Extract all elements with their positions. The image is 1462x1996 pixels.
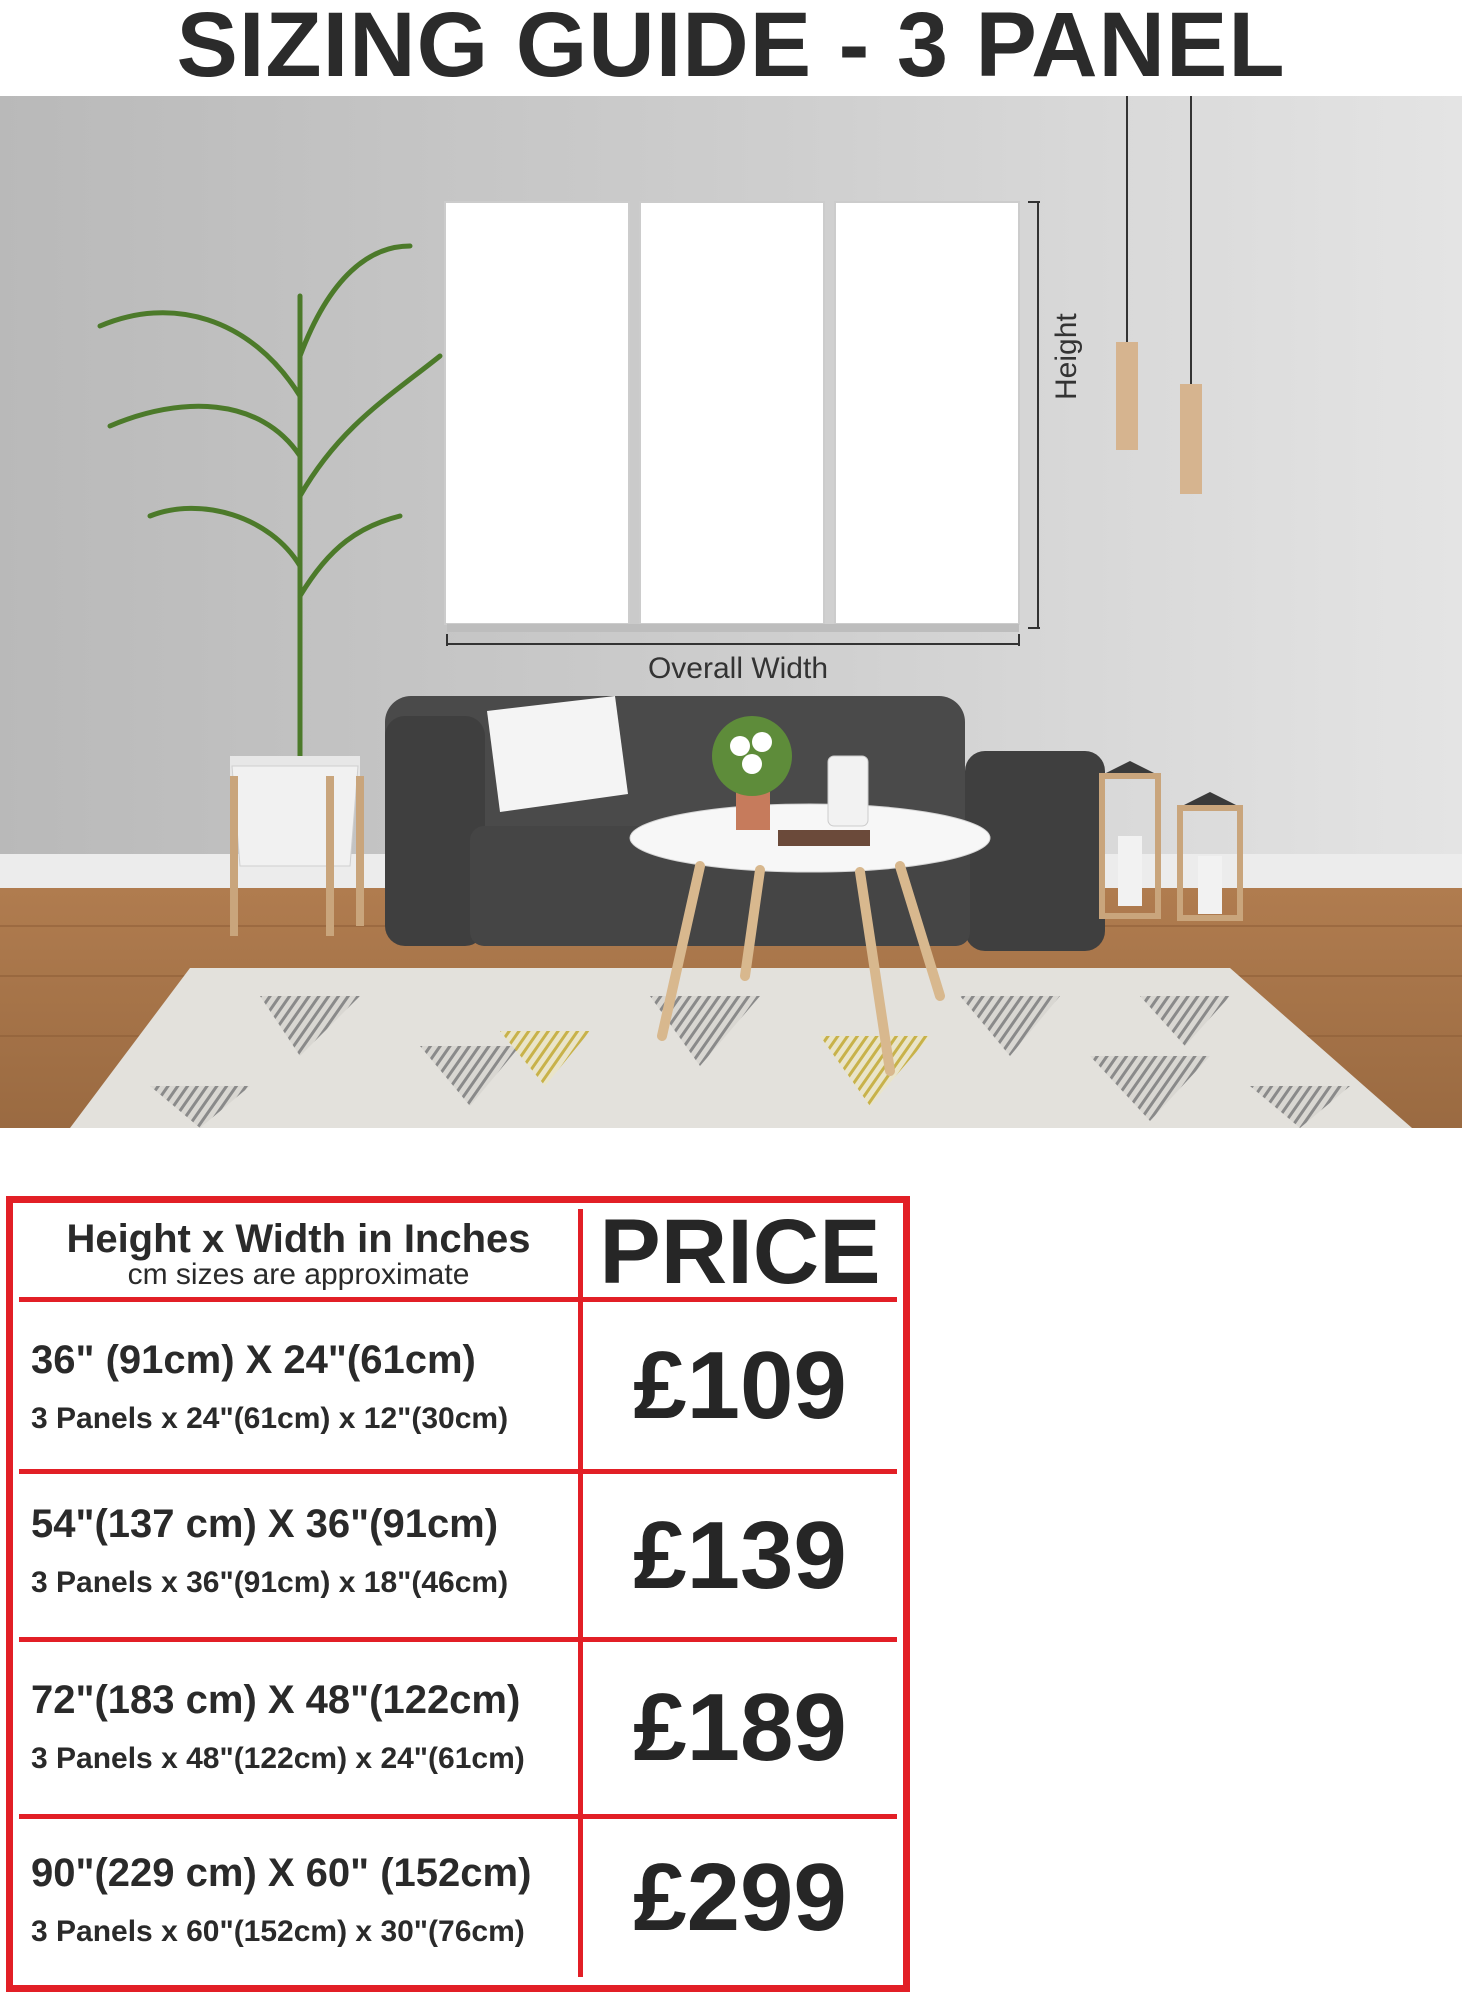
rug <box>70 968 1412 1128</box>
panel-right <box>835 202 1019 624</box>
table-row <box>19 1302 897 1474</box>
price-value: £299 <box>633 1844 847 1951</box>
price-value: £189 <box>633 1674 847 1781</box>
table-row <box>19 1474 897 1642</box>
panel-left <box>445 202 629 624</box>
table-header-row <box>19 1201 897 1303</box>
size-dimensions: 54"(137 cm) X 36"(91cm) <box>31 1502 499 1546</box>
price-column-header: PRICE <box>599 1201 881 1303</box>
page-title: SIZING GUIDE - 3 PANEL <box>176 0 1286 96</box>
table-row <box>19 1819 897 1977</box>
panel-middle <box>640 202 824 624</box>
panel-dimensions: 3 Panels x 36"(91cm) x 18"(46cm) <box>31 1566 509 1599</box>
table-row <box>19 1642 897 1819</box>
panel-dimensions: 3 Panels x 48"(122cm) x 24"(61cm) <box>31 1742 525 1775</box>
price-value: £139 <box>633 1501 847 1609</box>
price-table <box>6 1196 910 1992</box>
panel-dimensions: 3 Panels x 60"(152cm) x 30"(76cm) <box>31 1915 525 1948</box>
size-dimensions: 36" (91cm) X 24"(61cm) <box>31 1338 476 1382</box>
size-column-note: cm sizes are approximate <box>127 1258 470 1291</box>
panel-dimensions: 3 Panels x 24"(61cm) x 12"(30cm) <box>31 1402 509 1435</box>
size-dimensions: 90"(229 cm) X 60" (152cm) <box>31 1851 532 1895</box>
price-value: £109 <box>633 1331 847 1439</box>
height-label: Height <box>1050 313 1083 400</box>
room-scene-image <box>0 96 1462 1128</box>
size-dimensions: 72"(183 cm) X 48"(122cm) <box>31 1678 521 1722</box>
size-column-header: Height x Width in Inches <box>66 1217 531 1261</box>
canvas-panels <box>445 202 1019 632</box>
width-label: Overall Width <box>647 652 829 685</box>
